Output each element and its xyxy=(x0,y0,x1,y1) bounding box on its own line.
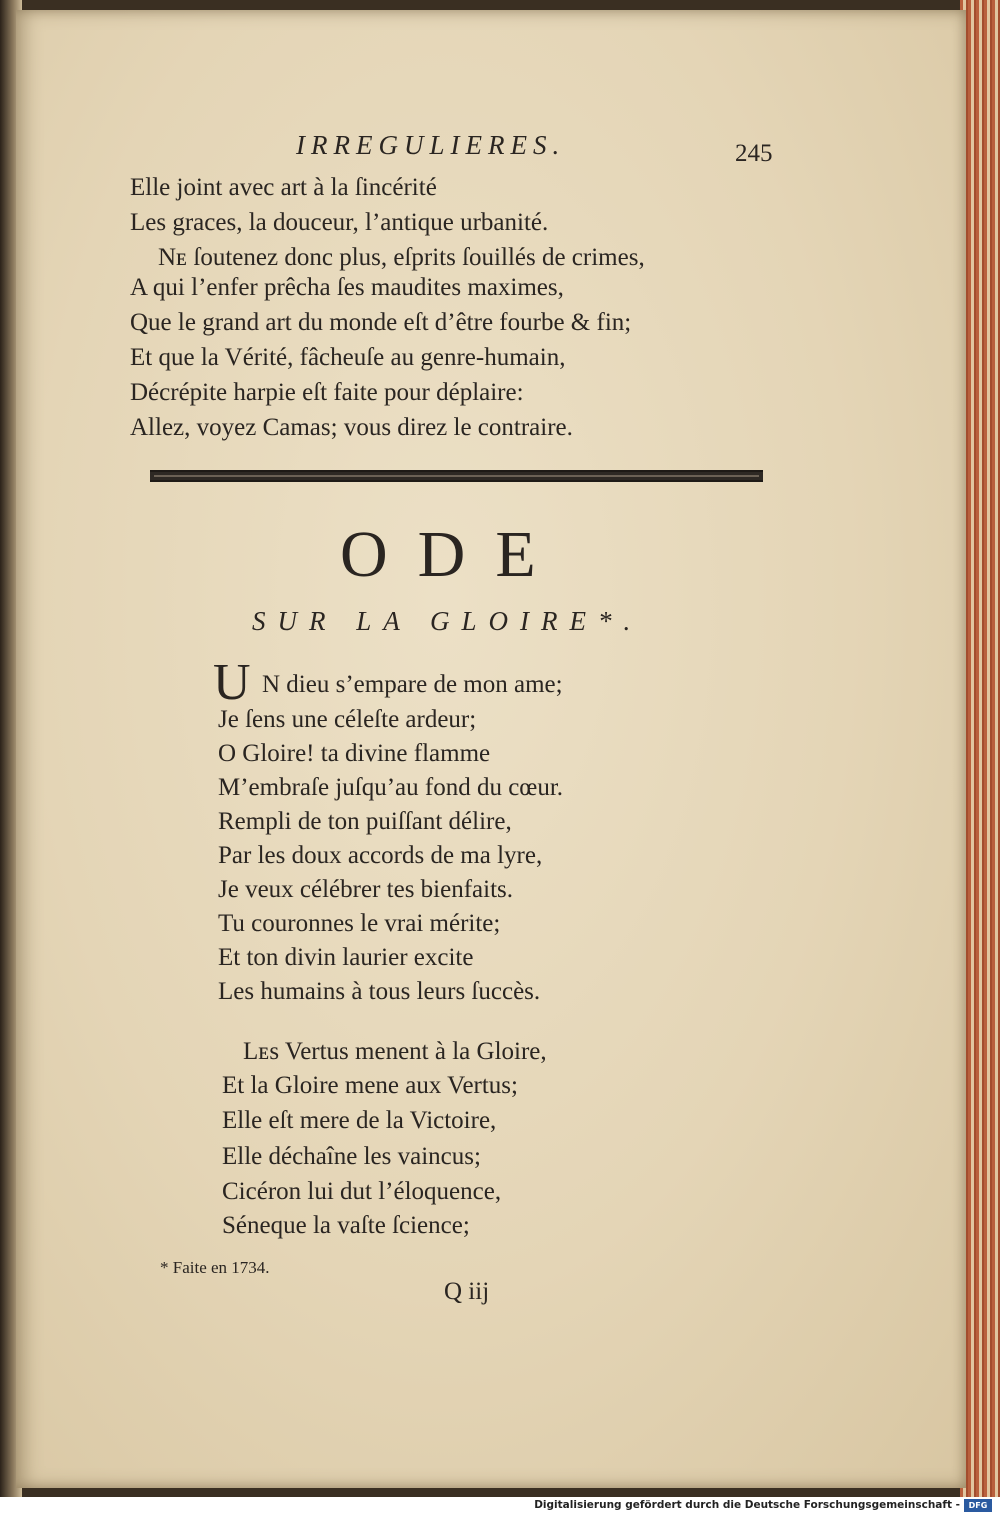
verse-line: Nᴇ ſoutenez donc plus, eſprits ſouillés de crimes, xyxy=(158,244,645,271)
verse-line: Elle joint avec art à la ſincérité xyxy=(130,174,437,201)
verse-line: Que le grand art du monde eſt d’être fourbe & fin; xyxy=(130,309,632,336)
verse-line: Les humains à tous leurs ſuccès. xyxy=(218,978,541,1005)
verse-line: Séneque la vaſte ſcience; xyxy=(222,1212,470,1239)
verse-line: O Gloire! ta divine flamme xyxy=(218,740,491,767)
footer-credit: Digitalisierung gefördert durch die Deutsche Forschungsgemeinschaft - xyxy=(534,1499,960,1511)
page-edge-right xyxy=(960,0,1000,1497)
verse-line: Par les doux accords de ma lyre, xyxy=(218,842,543,869)
verse-line: Cicéron lui dut l’éloquence, xyxy=(222,1178,502,1205)
verse-line: Je veux célébrer tes bienfaits. xyxy=(218,876,514,903)
verse-line: Les graces, la douceur, l’antique urbanité. xyxy=(130,209,549,236)
verse-line: Et que la Vérité, fâcheuſe au genre-humain, xyxy=(130,344,566,371)
signature-mark: Q iij xyxy=(444,1278,490,1305)
verse-line: M’embraſe juſqu’au fond du cœur. xyxy=(218,774,564,801)
verse-line: Je ſens une céleſte ardeur; xyxy=(218,706,477,733)
dfg-logo-icon: DFG xyxy=(964,1499,992,1512)
verse-line: Et la Gloire mene aux Vertus; xyxy=(222,1072,518,1099)
ode-title: ODE xyxy=(340,518,566,591)
verse-line: N dieu s’empare de mon ame; xyxy=(262,671,563,698)
verse-line: Tu couronnes le vrai mérite; xyxy=(218,910,501,937)
page-number: 245 xyxy=(735,140,773,167)
footnote: * Faite en 1734. xyxy=(160,1258,270,1277)
drop-cap: U xyxy=(213,654,251,711)
footer-bar xyxy=(0,1497,1000,1515)
verse-line: Elle eſt mere de la Victoire, xyxy=(222,1107,497,1134)
verse-line: Et ton divin laurier excite xyxy=(218,944,474,971)
verse-line: Allez, voyez Camas; vous direz le contraire. xyxy=(130,414,573,441)
verse-line: Elle déchaîne les vaincus; xyxy=(222,1143,481,1170)
verse-line: Décrépite harpie eſt faite pour déplaire: xyxy=(130,379,524,406)
verse-line: Lᴇs Vertus menent à la Gloire, xyxy=(243,1038,547,1065)
ode-subtitle: SUR LA GLOIRE*. xyxy=(252,606,643,636)
section-rule xyxy=(150,470,763,482)
running-head: IRREGULIERES. xyxy=(296,130,566,160)
verse-line: Rempli de ton puiſſant délire, xyxy=(218,808,512,835)
verse-line: A qui l’enfer prêcha ſes maudites maximes, xyxy=(130,274,564,301)
